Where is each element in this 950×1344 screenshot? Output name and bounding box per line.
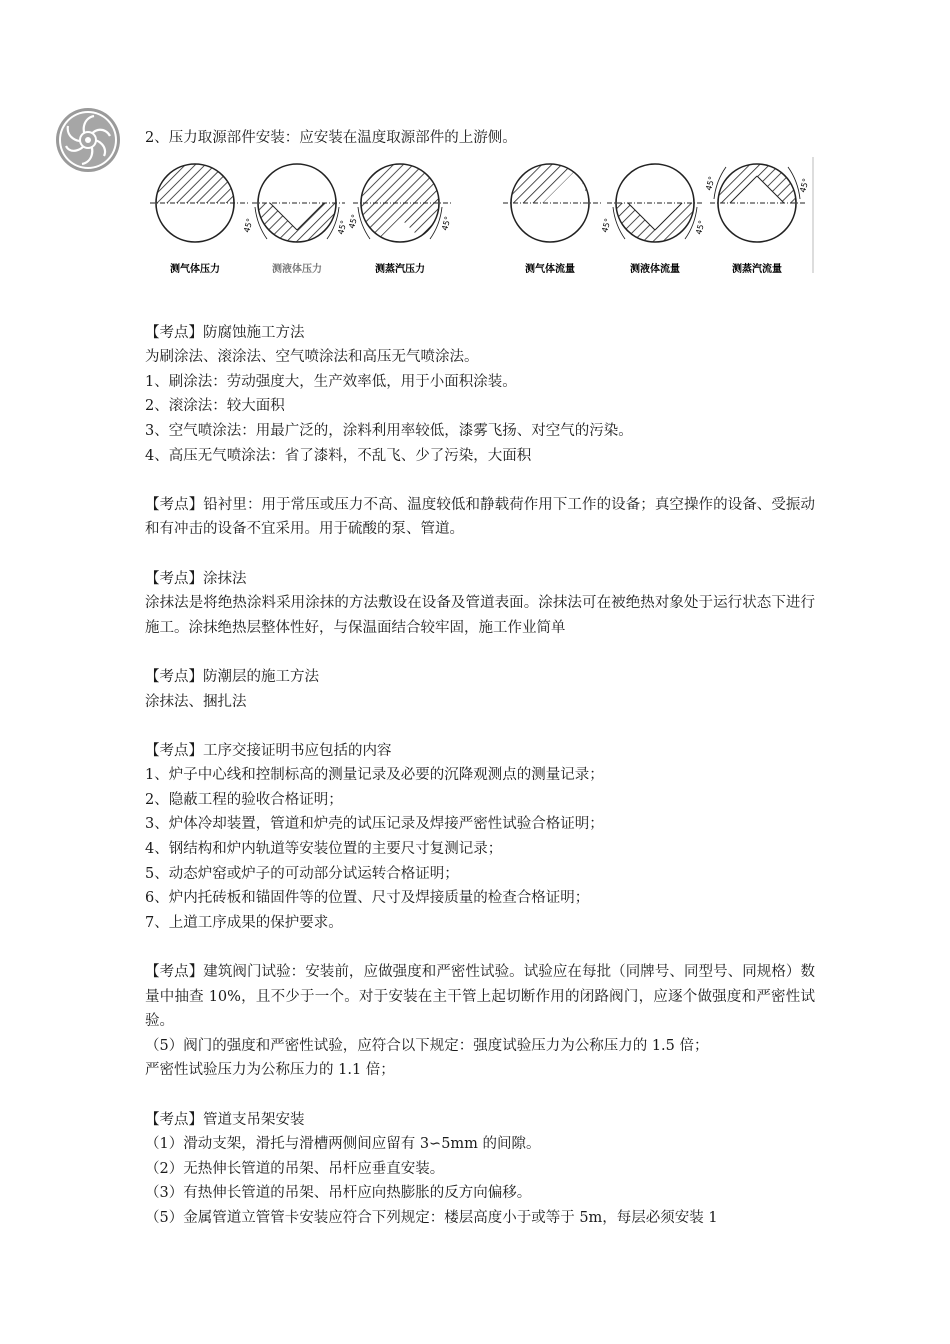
text-line: 严密性试验压力为公称压力的 1.1 倍； (145, 1062, 395, 1079)
list-item: 4、钢结构和炉内轨道等安装位置的主要尺寸复测记录； (145, 841, 503, 858)
caption-steam-pressure: 测蒸汽压力 (375, 263, 425, 275)
list-item: 2、滚涂法：较大面积 (145, 398, 285, 415)
text-line: 涂抹法、捆扎法 (145, 693, 247, 710)
circle-liquid-pressure (242, 164, 348, 245)
circle-gas-pressure (145, 155, 249, 242)
list-item: 2、隐蔽工程的验收合格证明； (145, 791, 343, 808)
caption-liquid-flow: 测液体流量 (630, 263, 680, 275)
section-heading: 【考点】涂抹法 (145, 570, 247, 587)
circle-liquid-flow (600, 164, 706, 245)
circle-steam-flow (704, 163, 810, 242)
caption-gas-pressure: 测气体压力 (170, 263, 220, 275)
section-heading: 【考点】工序交接证明书应包括的内容 (145, 742, 392, 759)
list-item: 5、动态炉窑或炉子的可动部分试运转合格证明； (145, 865, 459, 882)
list-item: 3、空气喷涂法：用最广泛的，涂料利用率较低，漆雾飞扬、对空气的污染。 (145, 422, 633, 439)
paragraph-lead-lining: 【考点】铅衬里：用于常压或压力不高、温度较低和静载荷作用下工作的设备；真空操作的设备、受振动和有冲击的设备不宜采用。用于硫酸的泵、管道。 (145, 496, 815, 538)
list-item: 1、刷涂法：劳动强度大，生产效率低，用于小面积涂装。 (145, 373, 517, 390)
list-item: （5）金属管道立管管卡安装应符合下列规定：楼层高度小于或等于 5m，每层必须安装 1 (145, 1209, 718, 1226)
rosette-logo-icon (54, 106, 122, 174)
svg-text:45°: 45° (336, 219, 349, 236)
document-body (145, 126, 815, 1231)
svg-text:45°: 45° (600, 217, 613, 234)
svg-text:45°: 45° (798, 177, 811, 194)
paragraph-pressure-tap: 2、压力取源部件安装：应安装在温度取源部件的上游侧。 (145, 130, 517, 146)
list-item: 3、炉体冷却装置，管道和炉壳的试压记录及焊接严密性试验合格证明； (145, 816, 604, 833)
list-item: 7、上道工序成果的保护要求。 (145, 914, 343, 931)
list-item: 6、炉内托砖板和锚固件等的位置、尺寸及焊接质量的检查合格证明； (145, 890, 590, 907)
text-line: （5）阀门的强度和严密性试验，应符合以下规定：强度试验压力为公称压力的 1.5 倍； (145, 1037, 709, 1054)
svg-text:45°: 45° (242, 217, 255, 234)
circle-gas-flow (503, 163, 601, 242)
caption-gas-flow: 测气体流量 (525, 263, 575, 275)
svg-text:45°: 45° (440, 215, 453, 232)
tap-position-figure (145, 155, 815, 283)
section-heading: 【考点】管道支吊架安装 (145, 1111, 305, 1128)
list-item: 4、高压无气喷涂法：省了漆料，不乱飞、少了污染，大面积 (145, 447, 532, 464)
svg-text:45°: 45° (704, 175, 717, 192)
section-heading: 【考点】防潮层的施工方法 (145, 668, 319, 685)
circle-steam-pressure (347, 161, 452, 245)
paragraph-valve-test: 【考点】建筑阀门试验：安装前，应做强度和严密性试验。试验应在每批（同牌号、同型号、同规格）数量中抽查 10%，且不少于一个。对于安装在主干管上起切断作用的闭路阀门，应逐个做强度和严密性试验。 (145, 964, 815, 1030)
caption-steam-flow: 测蒸汽流量 (732, 263, 782, 275)
list-item: （2）无热伸长管道的吊架、吊杆应垂直安装。 (145, 1160, 445, 1177)
svg-text:45°: 45° (347, 213, 360, 230)
paragraph-smearing: 涂抹法是将绝热涂料采用涂抹的方法敷设在设备及管道表面。涂抹法可在被绝热对象处于运行状态下进行施工。涂抹绝热层整体性好，与保温面结合较牢固，施工作业简单 (145, 595, 815, 636)
caption-liquid-pressure: 测液体压力 (272, 263, 322, 275)
list-item: 1、炉子中心线和控制标高的测量记录及必要的沉降观测点的测量记录； (145, 767, 604, 784)
tap-position-diagram (145, 155, 815, 283)
section-heading: 【考点】防腐蚀施工方法 (145, 324, 305, 341)
list-item: （3）有热伸长管道的吊架、吊杆应向热膨胀的反方向偏移。 (145, 1185, 532, 1202)
svg-text:45°: 45° (694, 219, 707, 236)
list-item: （1）滑动支架，滑托与滑槽两侧间应留有 3∽5mm 的间隙。 (145, 1136, 541, 1153)
text-line: 为刷涂法、滚涂法、空气喷涂法和高压无气喷涂法。 (145, 349, 479, 366)
